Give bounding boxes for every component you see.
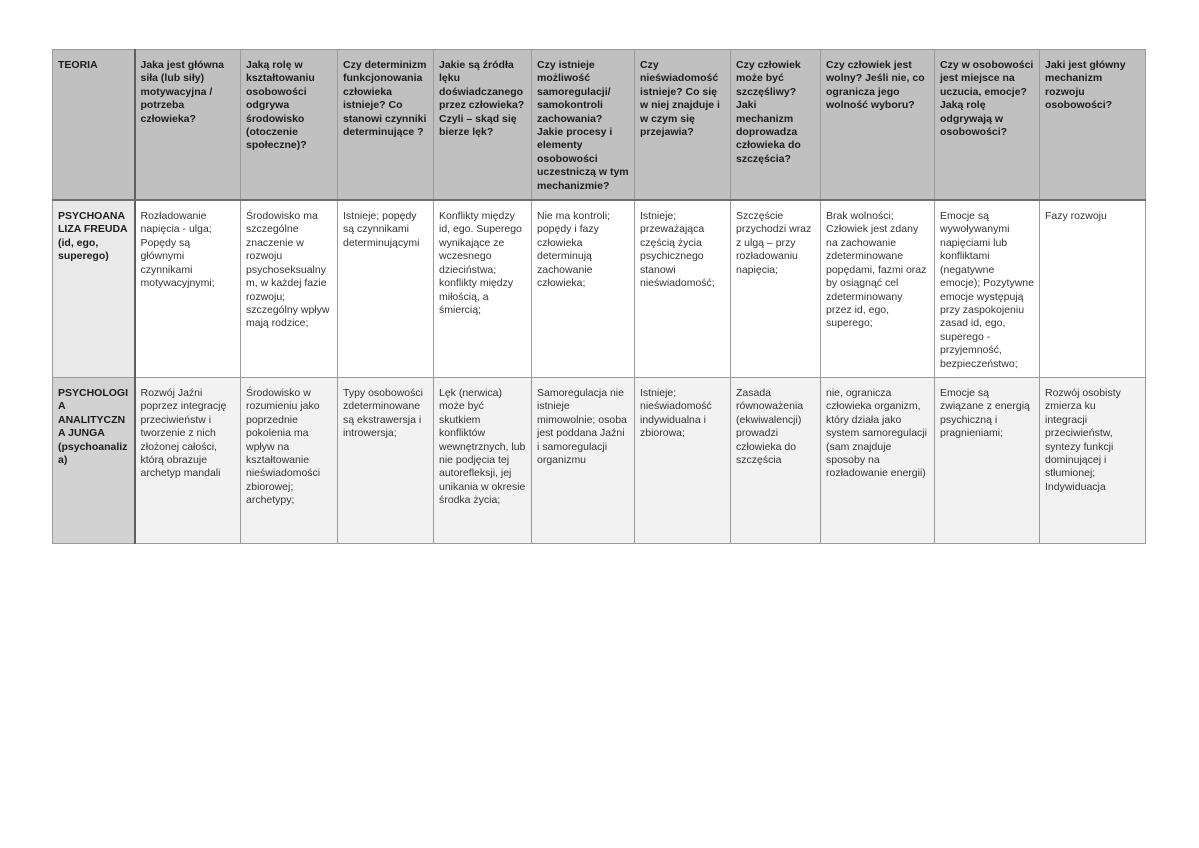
- table-cell: Istnieje; popędy są czynnikami determinującymi: [338, 200, 434, 377]
- header-row: [53, 50, 1146, 201]
- table-row-jung: [53, 377, 1146, 543]
- header-cell-freedom: Czy człowiek jest wolny? Jeśli nie, co ogranicza jego wolność wyboru?: [821, 50, 935, 201]
- table-cell: Istnieje; nieświadomość indywidualna i zbiorowa;: [635, 377, 731, 543]
- header-cell-theory: TEORIA: [53, 50, 135, 201]
- header-cell-development: Jaki jest główny mechanizm rozwoju osobowości?: [1040, 50, 1146, 201]
- table-cell: Środowisko w rozumieniu jako poprzednie pokolenia ma wpływ na kształtowanie nieświadomości zbiorowej; archetypy;: [241, 377, 338, 543]
- header-cell-determinism: Czy determinizm funkcjonowania człowieka istnieje? Co stanowi czynniki determinujące ?: [338, 50, 434, 201]
- header-cell-anxiety: Jakie są źródła lęku doświadczanego przez człowieka? Czyli – skąd się bierze lęk?: [434, 50, 532, 201]
- table-cell: Szczęście przychodzi wraz z ulgą – przy rozładowaniu napięcia;: [731, 200, 821, 377]
- header-cell-emotions: Czy w osobowości jest miejsce na uczucia, emocje? Jaką rolę odgrywają w osobowości?: [935, 50, 1040, 201]
- table-cell: Konflikty między id, ego. Superego wynikające ze wczesnego dzieciństwa; konflikty między miłością, a śmiercią;: [434, 200, 532, 377]
- theory-name-cell: PSYCHOANALIZA FREUDA (id, ego, superego): [53, 200, 135, 377]
- header-cell-unconscious: Czy nieświadomość istnieje? Co się w niej znajduje i w czym się przejawia?: [635, 50, 731, 201]
- table-cell: Zasada równoważenia (ekwiwalencji) prowadzi człowieka do szczęścia: [731, 377, 821, 543]
- table-cell: Typy osobowości zdeterminowane są ekstrawersja i introwersja;: [338, 377, 434, 543]
- table-cell: Rozładowanie napięcia - ulga; Popędy są głównymi czynnikami motywacyjnymi;: [135, 200, 241, 377]
- table-cell: Środowisko ma szczególne znaczenie w rozwoju psychoseksualnym, w każdej fazie rozwoju; szczególny wpływ mają rodzice;: [241, 200, 338, 377]
- table-row-freud: [53, 200, 1146, 377]
- table-cell: Istnieje; przeważająca częścią życia psychicznego stanowi nieświadomość;: [635, 200, 731, 377]
- table-cell: Samoregulacja nie istnieje mimowolnie; osoba jest poddana Jaźni i samoregulacji organizmu: [532, 377, 635, 543]
- table-cell: Emocje są związane z energią psychiczną i pragnieniami;: [935, 377, 1040, 543]
- table-cell: nie, ogranicza człowieka organizm, który działa jako system samoregulacji (sam znajduje sposoby na rozładowanie energii): [821, 377, 935, 543]
- header-cell-happiness: Czy człowiek może być szczęśliwy? Jaki mechanizm doprowadza człowieka do szczęścia?: [731, 50, 821, 201]
- header-cell-self-regulation: Czy istnieje możliwość samoregulacji/ samokontroli zachowania? Jakie procesy i elementy osobowości uczestniczą w tym mechanizmie?: [532, 50, 635, 201]
- theory-comparison-table: [52, 49, 1146, 544]
- header-cell-motivation: Jaka jest główna siła (lub siły) motywacyjna / potrzeba człowieka?: [135, 50, 241, 201]
- table-cell: Brak wolności; Człowiek jest zdany na zachowanie zdeterminowane popędami, fazmi oraz by osiągnąć cel zdeterminowany przez id, ego, superego;: [821, 200, 935, 377]
- theory-name-cell: PSYCHOLOGIA ANALITYCZNA JUNGA (psychoanaliza): [53, 377, 135, 543]
- table-cell: Lęk (nerwica) może być skutkiem konfliktów wewnętrznych, lub nie podjęcia tej autorefleksji, jej unikania w okresie środka życia;: [434, 377, 532, 543]
- table-cell: Rozwój osobisty zmierza ku integracji przeciwieństw, syntezy funkcji dominującej i stłumionej; Indywiduacja: [1040, 377, 1146, 543]
- header-cell-environment: Jaką rolę w kształtowaniu osobowości odgrywa środowisko (otoczenie społeczne)?: [241, 50, 338, 201]
- table-cell: Rozwój Jaźni poprzez integrację przeciwieństw i tworzenie z nich złożonej całości, którą obrazuje archetyp mandali: [135, 377, 241, 543]
- table-cell: Fazy rozwoju: [1040, 200, 1146, 377]
- table-cell: Nie ma kontroli; popędy i fazy człowieka determinują zachowanie człowieka;: [532, 200, 635, 377]
- table-cell: Emocje są wywoływanymi napięciami lub konfliktami (negatywne emocje); Pozytywne emocje występują przy zaspokojeniu zasad id, ego, superego - przyjemność, bezpieczeństwo;: [935, 200, 1040, 377]
